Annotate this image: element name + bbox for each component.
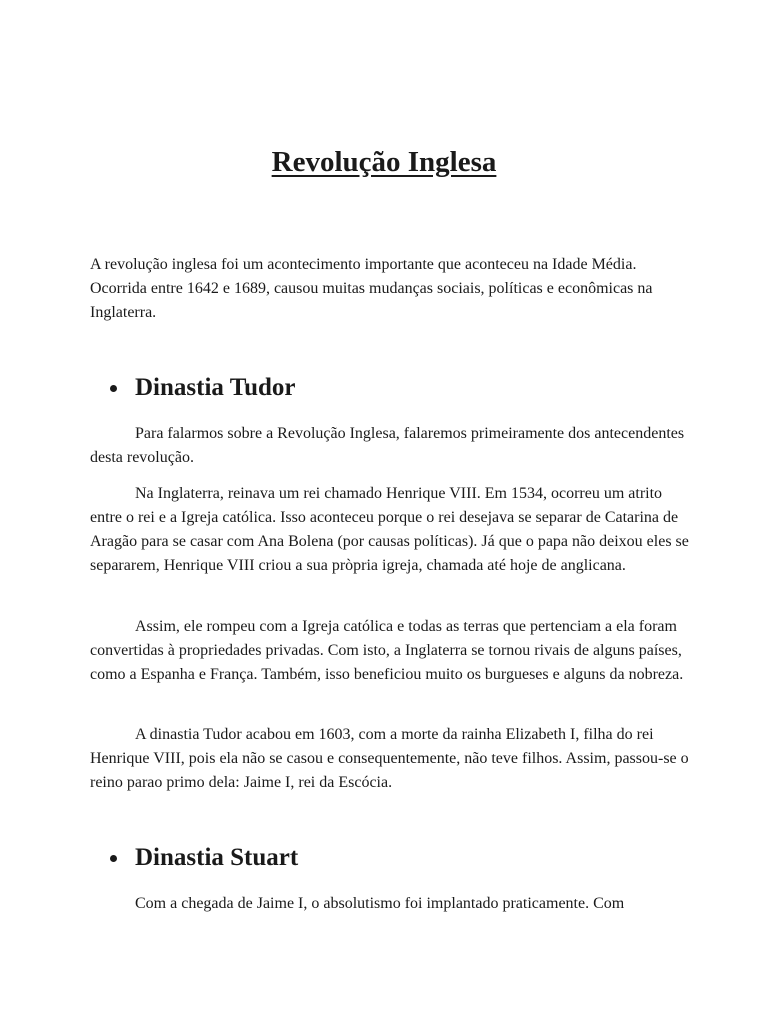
bullet-icon (110, 385, 117, 392)
tudor-paragraph-4: A dinastia Tudor acabou em 1603, com a morte da rainha Elizabeth I, filha do rei Henrique VIII, pois ela não se casou e consequentemente, não teve filhos. Assim, passou-se o reino parao primo dela: Jaime I, rei da Escócia. (90, 726, 689, 791)
tudor-paragraph-1: Para falarmos sobre a Revolução Inglesa, falaremos primeiramente dos antecendentes desta revolução. (90, 425, 685, 466)
tudor-paragraph-3: Assim, ele rompeu com a Igreja católica e todas as terras que pertenciam a ela foram convertidas à propriedades privadas. Com isto, a Inglaterra se tornou rivais de alguns países, como a Espanha e França. Também, isso beneficiou muito os burgueses e alguns da nobreza. (90, 618, 684, 683)
intro-paragraph: A revolução inglesa foi um acontecimento importante que aconteceu na Idade Média. Ocorrida entre 1642 e 1689, causou muitas mudanças sociais, políticas e econômicas na Inglaterra. (90, 256, 653, 321)
section-heading-label: Dinastia Stuart (135, 844, 299, 871)
section-heading-stuart (110, 844, 298, 872)
bullet-icon (110, 855, 117, 862)
section-heading-label: Dinastia Tudor (135, 374, 296, 401)
stuart-paragraph-1: Com a chegada de Jaime I, o absolutismo foi implantado praticamente. Com (135, 895, 625, 912)
document-title: Revolução Inglesa (271, 146, 497, 178)
tudor-paragraph-2: Na Inglaterra, reinava um rei chamado Henrique VIII. Em 1534, ocorreu um atrito entre o rei e a Igreja católica. Isso aconteceu porque o rei desejava se separar de Catarina de Aragão para se casar com Ana Bolena (por causas políticas). Já que o papa não deixou eles se separarem, Henrique VIII criou a sua pròpria igreja, chamada até hoje de anglicana. (90, 485, 689, 574)
section-heading-tudor (110, 374, 296, 402)
